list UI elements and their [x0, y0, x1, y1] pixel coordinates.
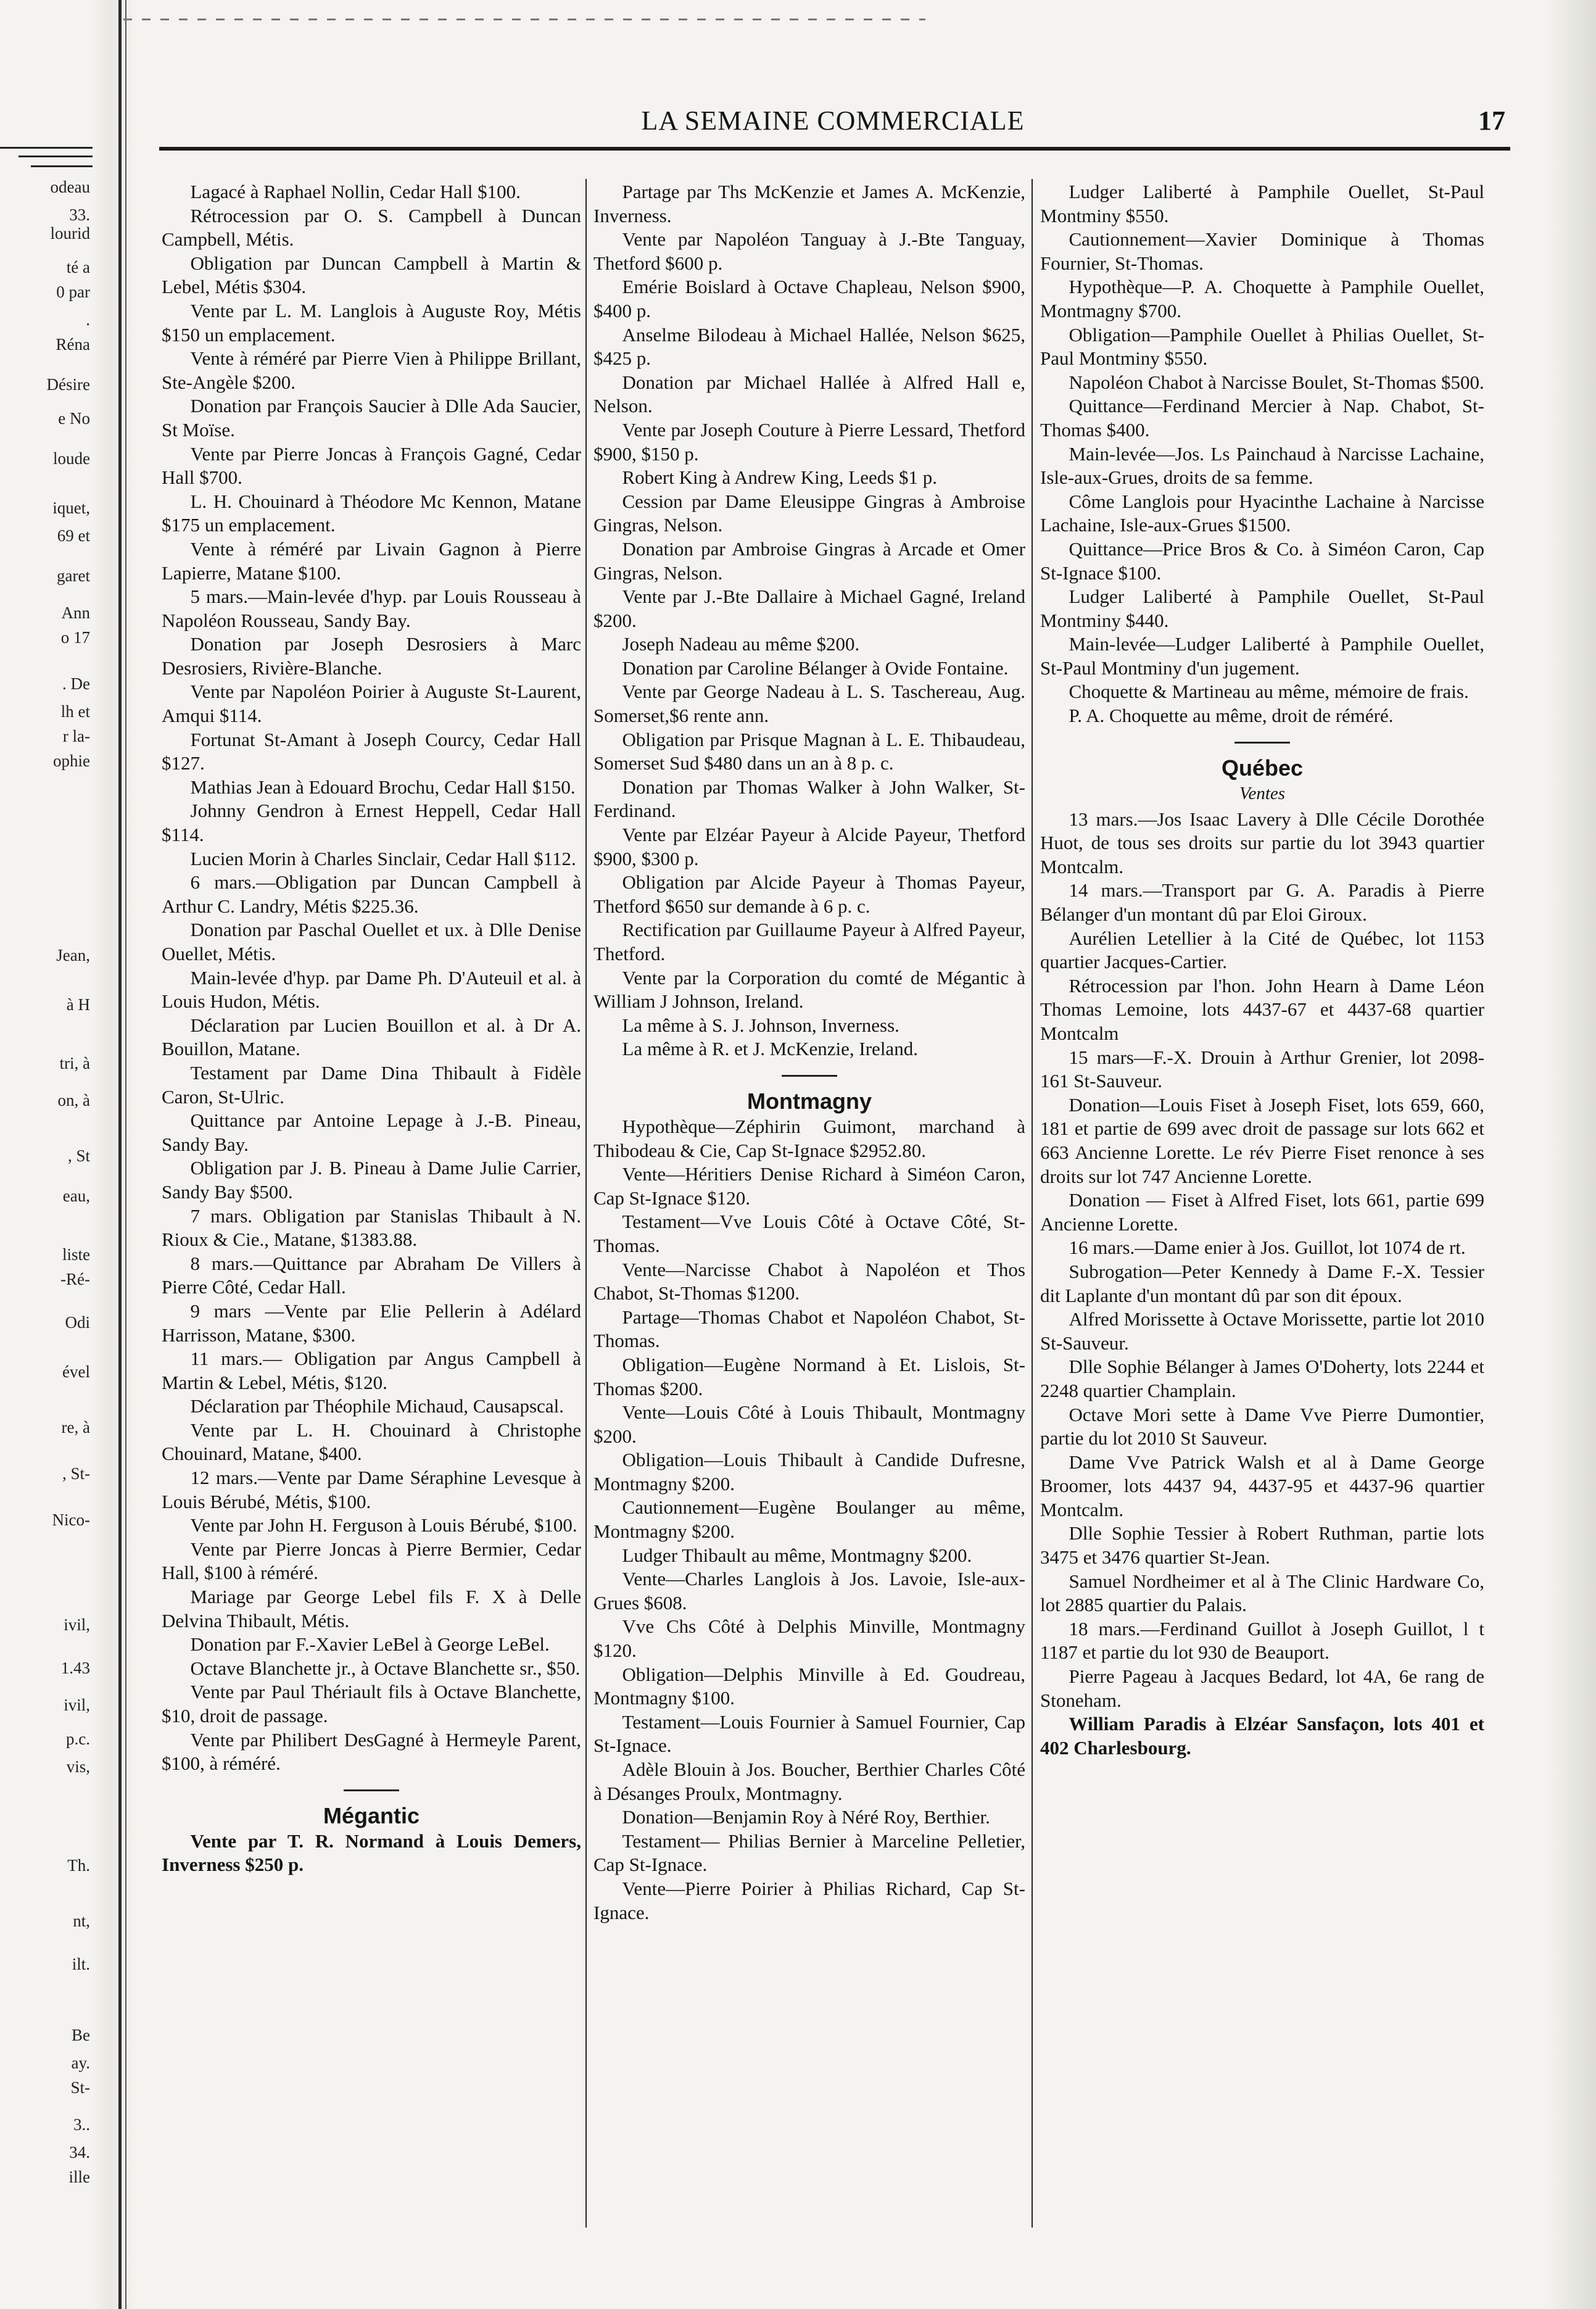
top-dashed-rule [123, 19, 925, 20]
previous-page-fragment: eau, [62, 1187, 90, 1205]
entry-paragraph: Partage—Thomas Chabot et Napoléon Chabot, St-Thomas. [593, 1306, 1025, 1352]
entry-paragraph: Pierre Pageau à Jacques Bedard, lot 4A, 6e rang de Stoneham. [1040, 1665, 1484, 1711]
previous-page-fragment: 69 et [57, 526, 90, 545]
entry-paragraph: Ludger Laliberté à Pamphile Ouellet, St-Paul Montminy $440. [1040, 586, 1484, 631]
entry-paragraph: Napoléon Chabot à Narcisse Boulet, St-Thomas $500. [1069, 371, 1484, 393]
page-number: 17 [1478, 106, 1505, 136]
entry-paragraph: Octave Mori sette à Dame Vve Pierre Dumontier, partie du lot 2010 St Sauveur. [1040, 1403, 1484, 1449]
entry-paragraph: Donation — Fiset à Alfred Fiset, lots 661, partie 699 Ancienne Lorette. [1040, 1189, 1484, 1235]
entry-paragraph: Quittance—Ferdinand Mercier à Nap. Chabot, St-Thomas $400. [1040, 395, 1484, 441]
entry-paragraph: Anselme Bilodeau à Michael Hallée, Nelson $625, $425 p. [593, 323, 1025, 370]
previous-page-fragment: Be [72, 2026, 90, 2044]
entry-paragraph: Vente—Louis Côté à Louis Thibault, Montmagny $200. [593, 1401, 1025, 1447]
entry-paragraph: Rectification par Guillaume Payeur à Alfred Payeur, Thetford. [593, 919, 1025, 964]
entry-paragraph: Donation—Louis Fiset à Joseph Fiset, lots 659, 660, 181 et partie de 699 avec droit de passage sur lots 662 et 663 Ancienne Lorette. Le rév Pierre Fiset renonce à ses droits sur lot 747 Ancienne Lorette. [1040, 1093, 1484, 1187]
entry-paragraph: Vente par Pierre Joncas à Pierre Bermier, Cedar Hall, $100 à réméré. [162, 1538, 581, 1584]
entry-paragraph: Obligation par Alcide Payeur à Thomas Payeur, Thetford $650 sur demande à 6 p. c. [593, 871, 1025, 917]
previous-page-fragment: on, à [57, 1091, 90, 1109]
entry-paragraph: Vente par Philibert DesGagné à Hermeyle Parent, $100, à réméré. [162, 1728, 581, 1775]
section-separator [782, 1075, 837, 1077]
entry-paragraph: Main-levée—Jos. Ls Painchaud à Narcisse Lachaine, Isle-aux-Grues, droits de sa femme. [1040, 442, 1484, 489]
entry-paragraph: Vente par Pierre Joncas à François Gagné, Cedar Hall $700. [162, 442, 581, 489]
section-megantic-entries [162, 1830, 581, 1877]
entry-paragraph: Vente par L. H. Chouinard à Christophe Chouinard, Matane, $400. [162, 1419, 581, 1465]
entry-paragraph: Main-levée—Ludger Laliberté à Pamphile Ouellet, St-Paul Montminy d'un jugement. [1040, 633, 1484, 679]
entry-paragraph: Rétrocession par O. S. Campbell à Duncan Campbell, Métis. [162, 204, 581, 251]
page-header [160, 106, 1505, 143]
column-1-entries [162, 180, 581, 1776]
entry-paragraph: Déclaration par Lucien Bouillon et al. à Dr A. Bouillon, Matane. [162, 1014, 581, 1060]
entry-paragraph: Donation—Benjamin Roy à Néré Roy, Berthier. [622, 1806, 990, 1828]
entry-paragraph: 12 mars.—Vente par Dame Séraphine Levesque à Louis Bérubé, Métis, $100. [162, 1467, 581, 1512]
previous-page-fragment: ophie [53, 752, 90, 770]
entry-paragraph: Vente par J.-Bte Dallaire à Michael Gagné, Ireland $200. [593, 586, 1025, 631]
entry-paragraph: Testament—Vve Louis Côté à Octave Côté, St-Thomas. [593, 1211, 1025, 1256]
previous-page-fragment: -Ré- [60, 1270, 90, 1288]
previous-page-fragment: . De [62, 674, 90, 693]
section-subheading-ventes: Ventes [1239, 783, 1286, 803]
entry-paragraph: Vente—Pierre Poirier à Philias Richard, Cap St-Ignace. [593, 1877, 1025, 1923]
previous-page-fragment: garet [57, 566, 90, 585]
entry-paragraph: 14 mars.—Transport par G. A. Paradis à Pierre Bélanger d'un montant dû par Eloi Giroux. [1040, 879, 1484, 926]
section-heading-quebec: Québec [1221, 755, 1304, 781]
entry-paragraph: 6 mars.—Obligation par Duncan Campbell à Arthur C. Landry, Métis $225.36. [162, 871, 581, 917]
section-montmagny-entries [593, 1115, 1025, 1925]
entry-paragraph: Obligation par Prisque Magnan à L. E. Thibaudeau, Somerset Sud $480 dans un an à 8 p. c. [593, 728, 1025, 774]
entry-paragraph: Samuel Nordheimer et al à The Clinic Hardware Co, lot 2885 quartier du Palais. [1040, 1570, 1484, 1616]
previous-page-fragment: 3.. [73, 2115, 90, 2134]
entry-paragraph: Hypothèque—Zéphirin Guimont, marchand à Thibodeau & Cie, Cap St-Ignace $2952.80. [593, 1115, 1025, 1161]
entry-paragraph: Obligation—Eugène Normand à Et. Lislois, St-Thomas $200. [593, 1353, 1025, 1399]
entry-paragraph: La même à R. et J. McKenzie, Ireland. [622, 1038, 918, 1060]
previous-page-fragment: p.c. [66, 1730, 90, 1748]
entry-paragraph: Choquette & Martineau au même, mémoire de frais. [1069, 681, 1469, 703]
previous-page-fragment: 33. [69, 205, 90, 224]
previous-page-fragment: loude [53, 449, 90, 468]
previous-page-fragment: re, à [61, 1418, 90, 1436]
entry-paragraph: Testament— Philias Bernier à Marceline Pelletier, Cap St-Ignace. [593, 1830, 1025, 1876]
column-3 [1040, 180, 1484, 2235]
previous-page-fragment: lh et [60, 702, 90, 721]
previous-page-fragment: e No [58, 409, 90, 428]
entry-paragraph: 8 mars.—Quittance par Abraham De Villers à Pierre Côté, Cedar Hall. [162, 1252, 581, 1298]
previous-page-rule [19, 155, 93, 157]
entry-paragraph: Vente par Elzéar Payeur à Alcide Payeur, Thetford $900, $300 p. [593, 824, 1025, 869]
previous-page-fragment: . [86, 310, 90, 329]
entry-paragraph: William Paradis à Elzéar Sansfaçon, lots 401 et 402 Charlesbourg. [1040, 1713, 1484, 1759]
previous-page-fragment: 34. [69, 2143, 90, 2162]
entry-paragraph: 7 mars. Obligation par Stanislas Thibault à N. Rioux & Cie., Matane, $1383.88. [162, 1204, 581, 1251]
entry-paragraph: Vve Chs Côté à Delphis Minville, Montmagny $120. [593, 1615, 1025, 1662]
entry-paragraph: Main-levée d'hyp. par Dame Ph. D'Auteuil et al. à Louis Hudon, Métis. [162, 966, 581, 1013]
previous-page-fragment: 1.43 [60, 1659, 90, 1677]
entry-paragraph: 18 mars.—Ferdinand Guillot à Joseph Guillot, l t 1187 et partie du lot 930 de Beauport. [1040, 1617, 1484, 1664]
entry-paragraph: Vente par Paul Thériault fils à Octave Blanchette, $10, droit de passage. [162, 1681, 581, 1727]
binding-line [118, 0, 122, 2309]
entry-paragraph: Donation par Caroline Bélanger à Ovide Fontaine. [622, 657, 1009, 679]
entry-paragraph: Vente par John H. Ferguson à Louis Bérubé, $100. [190, 1514, 577, 1536]
entry-paragraph: Vente par Napoléon Poirier à Auguste St-Laurent, Amqui $114. [162, 681, 581, 727]
previous-page-strip [0, 179, 93, 2215]
entry-paragraph: Déclaration par Théophile Michaud, Causapscal. [190, 1395, 564, 1417]
previous-page-fragment: iquet, [52, 499, 90, 517]
entry-paragraph: Vente par Joseph Couture à Pierre Lessard, Thetford $900, $150 p. [593, 418, 1025, 465]
entry-paragraph: Vente à réméré par Pierre Vien à Philippe Brillant, Ste-Angèle $200. [162, 347, 581, 393]
previous-page-fragment: Nico- [52, 1511, 90, 1529]
entry-paragraph: Quittance par Antoine Lepage à J.-B. Pineau, Sandy Bay. [162, 1109, 581, 1155]
previous-page-fragment: , St- [62, 1464, 90, 1483]
section-heading-megantic: Mégantic [323, 1802, 420, 1828]
entry-paragraph: 16 mars.—Dame enier à Jos. Guillot, lot 1074 de rt. [1069, 1237, 1466, 1259]
entry-paragraph: Donation par François Saucier à Dlle Ada Saucier, St Moïse. [162, 395, 581, 441]
entry-paragraph: Testament par Dame Dina Thibault à Fidèle Caron, St-Ulric. [162, 1061, 581, 1108]
entry-paragraph: Johnny Gendron à Ernest Heppell, Cedar Hall $114. [162, 800, 581, 846]
entry-paragraph: Donation par F.-Xavier LeBel à George LeBel. [190, 1633, 550, 1656]
entry-paragraph: Fortunat St-Amant à Joseph Courcy, Cedar Hall $127. [162, 728, 581, 774]
previous-page-fragment: , St [67, 1146, 90, 1165]
entry-paragraph: Robert King à Andrew King, Leeds $1 p. [622, 466, 938, 489]
previous-page-fragment: ilt. [72, 1955, 90, 1973]
entry-paragraph: Donation par Paschal Ouellet et ux. à Dlle Denise Ouellet, Métis. [162, 919, 581, 964]
entry-paragraph: Subrogation—Peter Kennedy à Dame F.-X. Tessier dit Laplante d'un montant dû par son dit époux. [1040, 1260, 1484, 1306]
previous-page-fragment: Th. [67, 1856, 90, 1875]
entry-paragraph: Vente à réméré par Livain Gagnon à Pierre Lapierre, Matane $100. [162, 537, 581, 584]
entry-paragraph: Vente—Narcisse Chabot à Napoléon et Thos Chabot, St-Thomas $1200. [593, 1258, 1025, 1304]
entry-paragraph: Alfred Morissette à Octave Morissette, partie lot 2010 St-Sauveur. [1040, 1308, 1484, 1354]
entry-paragraph: Obligation—Pamphile Ouellet à Philias Ouellet, St-Paul Montminy $550. [1040, 323, 1484, 370]
entry-paragraph: Vente par L. M. Langlois à Auguste Roy, Métis $150 un emplacement. [162, 299, 581, 346]
entry-paragraph: Vente par George Nadeau à L. S. Taschereau, Aug. Somerset,$6 rente ann. [593, 681, 1025, 727]
entry-paragraph: Vente par la Corporation du comté de Mégantic à William J Johnson, Ireland. [593, 966, 1025, 1013]
entry-paragraph: 5 mars.—Main-levée d'hyp. par Louis Rousseau à Napoléon Rousseau, Sandy Bay. [162, 586, 581, 631]
entry-paragraph: 15 mars—F.-X. Drouin à Arthur Grenier, lot 2098-161 St-Sauveur. [1040, 1046, 1484, 1092]
previous-page-fragment: Jean, [56, 946, 90, 964]
previous-page-fragment: ille [68, 2168, 90, 2186]
previous-page-fragment: tri, à [59, 1054, 90, 1072]
previous-page-fragment: 0 par [56, 283, 90, 301]
header-rule [159, 147, 1510, 151]
entry-paragraph: Dlle Sophie Bélanger à James O'Doherty, lots 2244 et 2248 quartier Champlain. [1040, 1356, 1484, 1401]
entry-paragraph: 9 mars —Vente par Elie Pellerin à Adélard Harrisson, Matane, $300. [162, 1300, 581, 1346]
entry-paragraph: Vente par T. R. Normand à Louis Demers, Inverness $250 p. [162, 1830, 581, 1876]
previous-page-fragment: r la- [62, 727, 90, 745]
previous-page-fragment: Ann [61, 603, 90, 622]
entry-paragraph: Partage par Ths McKenzie et James A. McKenzie, Inverness. [593, 181, 1025, 226]
column-2-entries [593, 180, 1025, 1061]
previous-page-rule [0, 147, 93, 149]
entry-paragraph: Cession par Dame Eleusippe Gingras à Ambroise Gingras, Nelson. [593, 490, 1025, 536]
entry-paragraph: 11 mars.— Obligation par Angus Campbell à Martin & Lebel, Métis, $120. [162, 1348, 581, 1393]
column-2 [593, 180, 1025, 2235]
entry-paragraph: L. H. Chouinard à Théodore Mc Kennon, Matane $175 un emplacement. [162, 490, 581, 536]
entry-paragraph: Dame Vve Patrick Walsh et al à Dame George Broomer, lots 4437 94, 4437-95 et 4437-96 quartier Montcalm. [1040, 1451, 1484, 1520]
entry-paragraph: Testament—Louis Fournier à Samuel Fournier, Cap St-Ignace. [593, 1710, 1025, 1757]
entry-paragraph: Donation par Joseph Desrosiers à Marc Desrosiers, Rivière-Blanche. [162, 633, 581, 679]
column-3-entries [1040, 180, 1484, 728]
previous-page-fragment: ivil, [64, 1696, 90, 1714]
previous-page-fragment: odeau [50, 178, 90, 196]
previous-page-fragment: té a [66, 258, 90, 276]
binding-line-thin [125, 0, 126, 2309]
previous-page-fragment: Odi [65, 1313, 90, 1332]
entry-paragraph: Dlle Sophie Tessier à Robert Ruthman, partie lots 3475 et 3476 quartier St-Jean. [1040, 1522, 1484, 1569]
entry-paragraph: Quittance—Price Bros & Co. à Siméon Caron, Cap St-Ignace $100. [1040, 537, 1484, 584]
previous-page-fragment: o 17 [60, 628, 90, 647]
section-separator [344, 1789, 399, 1791]
page-right-edge-shadow [1547, 0, 1596, 2309]
entry-paragraph: Lucien Morin à Charles Sinclair, Cedar Hall $112. [190, 847, 576, 869]
section-separator [1234, 742, 1290, 744]
previous-page-fragment: ay. [71, 2054, 90, 2072]
entry-paragraph: Ludger Laliberté à Pamphile Ouellet, St-Paul Montminy $550. [1040, 181, 1484, 226]
entry-paragraph: Rétrocession par l'hon. John Hearn à Dame Léon Thomas Lemoine, lots 4437-67 et 4437-68 quartier Montcalm [1040, 974, 1484, 1044]
previous-page-fragment: Réna [56, 335, 90, 354]
entry-paragraph: Donation par Ambroise Gingras à Arcade et Omer Gingras, Nelson. [593, 537, 1025, 584]
entry-paragraph: Aurélien Letellier à la Cité de Québec, lot 1153 quartier Jacques-Cartier. [1040, 927, 1484, 973]
entry-paragraph: Obligation—Louis Thibault à Candide Dufresne, Montmagny $200. [593, 1449, 1025, 1494]
entry-paragraph: Cautionnement—Eugène Boulanger au même, Montmagny $200. [593, 1496, 1025, 1543]
entry-paragraph: Donation par Thomas Walker à John Walker, St-Ferdinand. [593, 776, 1025, 822]
publication-title: LA SEMAINE COMMERCIALE [641, 106, 1025, 136]
entry-paragraph: Obligation par J. B. Pineau à Dame Julie Carrier, Sandy Bay $500. [162, 1157, 581, 1203]
entry-paragraph: Lagacé à Raphael Nollin, Cedar Hall $100. [190, 181, 521, 202]
entry-paragraph: Côme Langlois pour Hyacinthe Lachaine à Narcisse Lachaine, Isle-aux-Grues $1500. [1040, 490, 1484, 536]
entry-paragraph: Emérie Boislard à Octave Chapleau, Nelson $900, $400 p. [593, 276, 1025, 321]
page-gutter-shadow [93, 0, 136, 2309]
section-heading-montmagny: Montmagny [747, 1088, 872, 1114]
entry-paragraph: Obligation par Duncan Campbell à Martin & Lebel, Métis $304. [162, 252, 581, 298]
entry-paragraph: Obligation—Delphis Minville à Ed. Goudreau, Montmagny $100. [593, 1663, 1025, 1709]
entry-paragraph: Ludger Thibault au même, Montmagny $200. [622, 1544, 972, 1566]
entry-paragraph: Hypothèque—P. A. Choquette à Pamphile Ouellet, Montmagny $700. [1040, 276, 1484, 321]
entry-paragraph: Vente—Charles Langlois à Jos. Lavoie, Isle-aux-Grues $608. [593, 1568, 1025, 1614]
previous-page-fragment: liste [62, 1245, 90, 1264]
entry-paragraph: Cautionnement—Xavier Dominique à Thomas Fournier, St-Thomas. [1040, 228, 1484, 274]
entry-paragraph: Vente—Héritiers Denise Richard à Siméon Caron, Cap St-Ignace $120. [593, 1163, 1025, 1209]
column-divider-1 [585, 179, 587, 2228]
entry-paragraph: Joseph Nadeau au même $200. [622, 633, 860, 655]
previous-page-fragment: ivil, [64, 1615, 90, 1634]
entry-paragraph: Adèle Blouin à Jos. Boucher, Berthier Charles Côté à Désanges Proulx, Montmagny. [593, 1759, 1025, 1804]
entry-paragraph: Mathias Jean à Edouard Brochu, Cedar Hall $150. [190, 776, 576, 798]
entry-paragraph: Donation par Michael Hallée à Alfred Hall e, Nelson. [593, 371, 1025, 417]
previous-page-fragment: ével [62, 1362, 90, 1381]
entry-paragraph: Mariage par George Lebel fils F. X à Delle Delvina Thibault, Métis. [162, 1586, 581, 1631]
previous-page-fragment: Désire [46, 375, 90, 394]
entry-paragraph: P. A. Choquette au même, droit de réméré. [1069, 705, 1394, 727]
entry-paragraph: Octave Blanchette jr., à Octave Blanchette sr., $50. [190, 1657, 581, 1679]
previous-page-fragment: lourid [50, 224, 90, 243]
previous-page-fragment: à H [66, 995, 90, 1014]
previous-page-rule [31, 165, 93, 167]
section-quebec-entries [1040, 808, 1484, 1760]
column-1 [162, 180, 581, 2235]
entry-paragraph: La même à S. J. Johnson, Inverness. [622, 1014, 899, 1036]
entry-paragraph: Vente par Napoléon Tanguay à J.-Bte Tanguay, Thetford $600 p. [593, 228, 1025, 274]
column-divider-2 [1032, 179, 1033, 2228]
previous-page-fragment: St- [70, 2078, 90, 2097]
previous-page-fragment: nt, [73, 1912, 90, 1930]
entry-paragraph: 13 mars.—Jos Isaac Lavery à Dlle Cécile Dorothée Huot, de tous ses droits sur partie du lot 3943 quartier Montcalm. [1040, 808, 1484, 877]
previous-page-fragment: vis, [66, 1757, 90, 1776]
